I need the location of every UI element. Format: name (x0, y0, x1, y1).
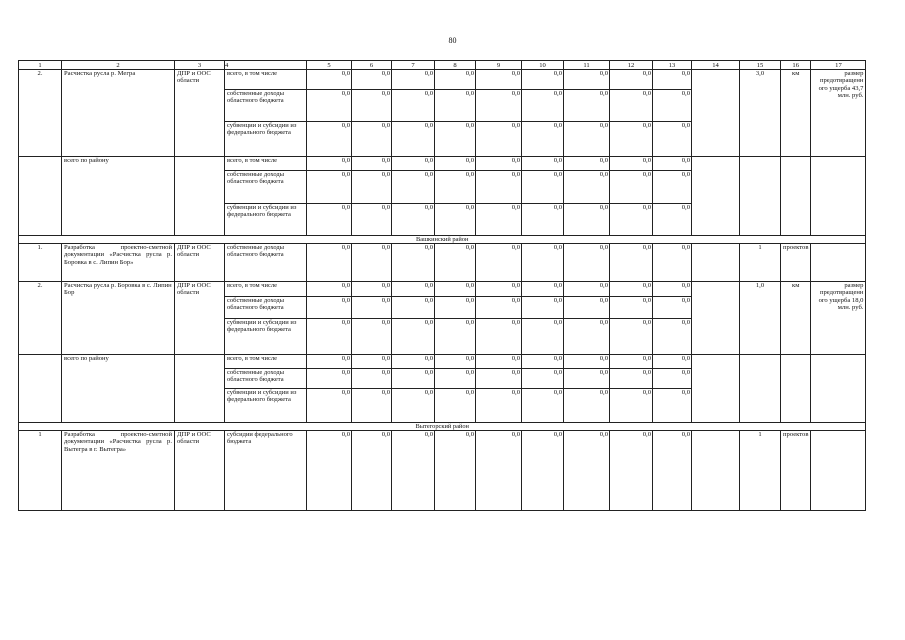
column-number: 17 (811, 61, 866, 70)
amount-cell: 0,0 (352, 204, 392, 236)
note: размер предотвращенн ого ущерба 43,7 млн. руб. (811, 70, 866, 157)
amount-cell: 0,0 (392, 355, 435, 369)
amount-cell: 0,0 (435, 389, 476, 423)
executor: ДПР и ООС области (175, 70, 225, 157)
amount-cell: 0,0 (610, 171, 653, 204)
amount-cell: 0,0 (653, 70, 692, 90)
amount-cell: 0,0 (522, 171, 564, 204)
amount-cell: 0,0 (522, 122, 564, 157)
indicator-unit: проектов (781, 244, 811, 282)
amount-cell: 0,0 (352, 157, 392, 171)
indicator-unit: км (781, 282, 811, 355)
executor: ДПР и ООС области (175, 431, 225, 511)
amount-cell: 0,0 (564, 369, 610, 389)
amount-cell: 0,0 (307, 122, 352, 157)
amount-cell: 0,0 (522, 90, 564, 122)
funding-source: всего, в том числе (225, 282, 307, 297)
amount-cell: 0,0 (522, 70, 564, 90)
column-number: 6 (352, 61, 392, 70)
amount-cell: 0,0 (564, 70, 610, 90)
amount-cell: 0,0 (352, 90, 392, 122)
funding-source: всего, в том числе (225, 355, 307, 369)
amount-cell: 0,0 (435, 282, 476, 297)
amount-cell: 0,0 (307, 319, 352, 355)
table-row (19, 70, 866, 90)
item-name: всего по району (62, 355, 175, 423)
funding-source: субвенции и субсидии из федерального бюджета (225, 389, 307, 423)
district-header-row (19, 236, 866, 244)
amount-cell: 0,0 (352, 70, 392, 90)
column-number: 14 (692, 61, 740, 70)
indicator-unit: км (781, 70, 811, 157)
amount-cell: 0,0 (564, 389, 610, 423)
indicator-value (740, 355, 781, 423)
amount-cell: 0,0 (307, 90, 352, 122)
amount-cell: 0,0 (307, 355, 352, 369)
blank-cell (692, 157, 740, 236)
amount-cell: 0,0 (610, 70, 653, 90)
amount-cell: 0,0 (564, 122, 610, 157)
amount-cell: 0,0 (307, 244, 352, 282)
amount-cell: 0,0 (476, 389, 522, 423)
amount-cell: 0,0 (352, 297, 392, 319)
column-number: 16 (781, 61, 811, 70)
amount-cell: 0,0 (307, 431, 352, 511)
column-number: 9 (476, 61, 522, 70)
item-name: Разработка проектно-сметной документации «Расчистка русла р. Вытегра в г. Вытегра» (62, 431, 175, 511)
item-name: Расчистка русла р. Боровка в с. Липин Бор (62, 282, 175, 355)
amount-cell: 0,0 (610, 431, 653, 511)
column-number: 15 (740, 61, 781, 70)
indicator-unit (781, 157, 811, 236)
amount-cell: 0,0 (653, 122, 692, 157)
amount-cell: 0,0 (610, 297, 653, 319)
amount-cell: 0,0 (653, 319, 692, 355)
amount-cell: 0,0 (476, 319, 522, 355)
amount-cell: 0,0 (476, 90, 522, 122)
amount-cell: 0,0 (392, 204, 435, 236)
amount-cell: 0,0 (522, 355, 564, 369)
amount-cell: 0,0 (476, 122, 522, 157)
amount-cell: 0,0 (435, 122, 476, 157)
note (811, 355, 866, 423)
amount-cell: 0,0 (564, 297, 610, 319)
amount-cell: 0,0 (392, 319, 435, 355)
amount-cell: 0,0 (352, 355, 392, 369)
amount-cell: 0,0 (435, 204, 476, 236)
amount-cell: 0,0 (307, 157, 352, 171)
item-number: 1 (19, 431, 62, 511)
amount-cell: 0,0 (307, 389, 352, 423)
amount-cell: 0,0 (653, 244, 692, 282)
amount-cell: 0,0 (352, 431, 392, 511)
item-number (19, 355, 62, 423)
amount-cell: 0,0 (307, 369, 352, 389)
note (811, 157, 866, 236)
budget-table (18, 60, 866, 511)
amount-cell: 0,0 (476, 204, 522, 236)
table-row (19, 431, 866, 511)
amount-cell: 0,0 (610, 204, 653, 236)
amount-cell: 0,0 (610, 122, 653, 157)
note (811, 431, 866, 511)
table-row (19, 282, 866, 297)
amount-cell: 0,0 (522, 282, 564, 297)
column-number-row (19, 61, 866, 70)
indicator-value: 1 (740, 431, 781, 511)
amount-cell: 0,0 (392, 70, 435, 90)
amount-cell: 0,0 (307, 204, 352, 236)
indicator-value (740, 157, 781, 236)
funding-source: собственные доходы областного бюджета (225, 369, 307, 389)
blank-cell (692, 70, 740, 157)
amount-cell: 0,0 (610, 244, 653, 282)
amount-cell: 0,0 (522, 157, 564, 171)
amount-cell: 0,0 (653, 431, 692, 511)
executor (175, 157, 225, 236)
amount-cell: 0,0 (352, 282, 392, 297)
amount-cell: 0,0 (653, 355, 692, 369)
amount-cell: 0,0 (610, 282, 653, 297)
amount-cell: 0,0 (610, 355, 653, 369)
amount-cell: 0,0 (435, 319, 476, 355)
amount-cell: 0,0 (564, 282, 610, 297)
amount-cell: 0,0 (352, 171, 392, 204)
amount-cell: 0,0 (435, 431, 476, 511)
amount-cell: 0,0 (476, 171, 522, 204)
indicator-unit: проектов (781, 431, 811, 511)
amount-cell: 0,0 (653, 369, 692, 389)
amount-cell: 0,0 (392, 171, 435, 204)
amount-cell: 0,0 (522, 389, 564, 423)
funding-source: всего, в том числе (225, 157, 307, 171)
amount-cell: 0,0 (476, 431, 522, 511)
amount-cell: 0,0 (392, 157, 435, 171)
amount-cell: 0,0 (435, 171, 476, 204)
amount-cell: 0,0 (476, 157, 522, 171)
item-number: 2. (19, 282, 62, 355)
amount-cell: 0,0 (392, 244, 435, 282)
amount-cell: 0,0 (352, 369, 392, 389)
blank-cell (692, 282, 740, 355)
amount-cell: 0,0 (564, 90, 610, 122)
page-number: 80 (448, 36, 457, 45)
amount-cell: 0,0 (435, 157, 476, 171)
item-name: Расчистка русла р. Мегра (62, 70, 175, 157)
amount-cell: 0,0 (564, 204, 610, 236)
amount-cell: 0,0 (564, 431, 610, 511)
amount-cell: 0,0 (564, 171, 610, 204)
executor: ДПР и ООС области (175, 244, 225, 282)
amount-cell: 0,0 (653, 204, 692, 236)
amount-cell: 0,0 (476, 282, 522, 297)
column-number: 13 (653, 61, 692, 70)
column-number: 11 (564, 61, 610, 70)
amount-cell: 0,0 (352, 122, 392, 157)
table-row (19, 244, 866, 282)
amount-cell: 0,0 (653, 297, 692, 319)
funding-source: субвенции и субсидии из федерального бюджета (225, 122, 307, 157)
funding-source: субвенции и субсидии из федерального бюджета (225, 319, 307, 355)
amount-cell: 0,0 (392, 90, 435, 122)
amount-cell: 0,0 (653, 389, 692, 423)
amount-cell: 0,0 (653, 90, 692, 122)
amount-cell: 0,0 (564, 157, 610, 171)
amount-cell: 0,0 (435, 244, 476, 282)
note: размер предотвращенн ого ущерба 18,0 млн. руб. (811, 282, 866, 355)
column-number: 5 (307, 61, 352, 70)
indicator-value: 1 (740, 244, 781, 282)
amount-cell: 0,0 (610, 389, 653, 423)
item-number: 2. (19, 70, 62, 157)
funding-source: собственные доходы областного бюджета (225, 90, 307, 122)
amount-cell: 0,0 (392, 431, 435, 511)
column-number: 8 (435, 61, 476, 70)
amount-cell: 0,0 (564, 319, 610, 355)
amount-cell: 0,0 (476, 369, 522, 389)
amount-cell: 0,0 (307, 171, 352, 204)
district-header-row (19, 423, 866, 431)
column-number: 12 (610, 61, 653, 70)
executor (175, 355, 225, 423)
amount-cell: 0,0 (522, 204, 564, 236)
amount-cell: 0,0 (653, 157, 692, 171)
amount-cell: 0,0 (392, 122, 435, 157)
column-number: 10 (522, 61, 564, 70)
item-number: 1. (19, 244, 62, 282)
column-number: 7 (392, 61, 435, 70)
item-name: Разработка проектно-сметной документации «Расчистка русла р. Боровка в с. Липин Бор» (62, 244, 175, 282)
amount-cell: 0,0 (653, 282, 692, 297)
funding-source: субсидии федерального бюджета (225, 431, 307, 511)
column-number: 3 (175, 61, 225, 70)
blank-cell (692, 355, 740, 423)
amount-cell: 0,0 (610, 369, 653, 389)
amount-cell: 0,0 (476, 297, 522, 319)
amount-cell: 0,0 (392, 282, 435, 297)
column-number: 1 (19, 61, 62, 70)
amount-cell: 0,0 (522, 244, 564, 282)
amount-cell: 0,0 (610, 319, 653, 355)
amount-cell: 0,0 (435, 90, 476, 122)
indicator-value: 3,0 (740, 70, 781, 157)
amount-cell: 0,0 (352, 244, 392, 282)
amount-cell: 0,0 (476, 70, 522, 90)
amount-cell: 0,0 (435, 355, 476, 369)
funding-source: собственные доходы областного бюджета (225, 244, 307, 282)
amount-cell: 0,0 (522, 431, 564, 511)
funding-source: субвенции и субсидии из федерального бюджета (225, 204, 307, 236)
amount-cell: 0,0 (307, 70, 352, 90)
amount-cell: 0,0 (392, 297, 435, 319)
note (811, 244, 866, 282)
funding-source: собственные доходы областного бюджета (225, 171, 307, 204)
item-number (19, 157, 62, 236)
amount-cell: 0,0 (435, 369, 476, 389)
funding-source: всего, в том числе (225, 70, 307, 90)
indicator-value: 1,0 (740, 282, 781, 355)
district-name: Вытегорский район (19, 423, 866, 431)
amount-cell: 0,0 (435, 297, 476, 319)
amount-cell: 0,0 (352, 389, 392, 423)
amount-cell: 0,0 (564, 244, 610, 282)
table-row (19, 355, 866, 369)
column-number: 4 (225, 61, 307, 70)
funding-source: собственные доходы областного бюджета (225, 297, 307, 319)
amount-cell: 0,0 (476, 355, 522, 369)
amount-cell: 0,0 (307, 282, 352, 297)
indicator-unit (781, 355, 811, 423)
column-number: 2 (62, 61, 175, 70)
amount-cell: 0,0 (610, 90, 653, 122)
amount-cell: 0,0 (392, 389, 435, 423)
amount-cell: 0,0 (476, 244, 522, 282)
amount-cell: 0,0 (307, 297, 352, 319)
amount-cell: 0,0 (653, 171, 692, 204)
district-name: Вашкинский район (19, 236, 866, 244)
amount-cell: 0,0 (392, 369, 435, 389)
amount-cell: 0,0 (610, 157, 653, 171)
executor: ДПР и ООС области (175, 282, 225, 355)
blank-cell (692, 244, 740, 282)
blank-cell (692, 431, 740, 511)
table-row (19, 157, 866, 171)
item-name: всего по району (62, 157, 175, 236)
amount-cell: 0,0 (352, 319, 392, 355)
amount-cell: 0,0 (522, 297, 564, 319)
amount-cell: 0,0 (522, 319, 564, 355)
amount-cell: 0,0 (435, 70, 476, 90)
amount-cell: 0,0 (522, 369, 564, 389)
amount-cell: 0,0 (564, 355, 610, 369)
